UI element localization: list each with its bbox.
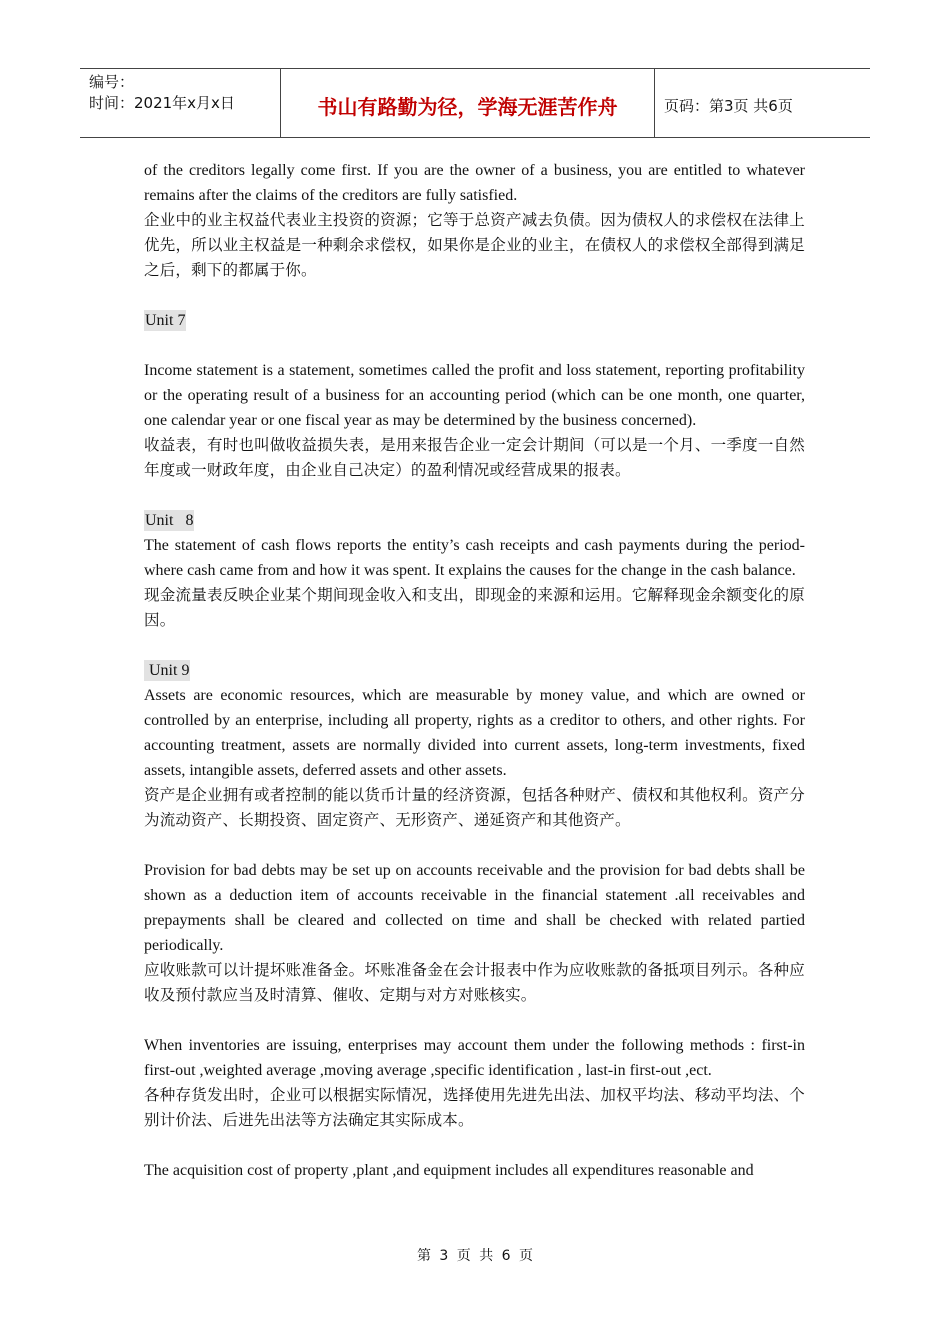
footer-gong: 共 bbox=[479, 1248, 494, 1264]
page-footer bbox=[0, 1245, 950, 1265]
paragraph-acquisition-en: The acquisition cost of property ,plant ,and equipment includes all expenditures reasonable and bbox=[144, 1162, 754, 1179]
footer-ye: 页 bbox=[456, 1248, 471, 1264]
unit-8-heading: Unit 8 bbox=[145, 512, 194, 529]
document-time: 时间：2021年x月x日 bbox=[89, 94, 235, 112]
footer-ye-2: 页 bbox=[519, 1248, 534, 1264]
footer-di: 第 bbox=[416, 1248, 431, 1264]
footer-current-page: 3 bbox=[439, 1248, 449, 1264]
paragraph-inventories-en: When inventories are issuing, enterprises may account them under the following methods : first-in first-out ,weighted average ,moving average ,specific identification , last-in first-out ,ect. bbox=[144, 1037, 805, 1079]
header-meta bbox=[80, 69, 281, 137]
paragraph-intro-zh: 企业中的业主权益代表业主投资的资源；它等于总资产减去负债。因为债权人的求偿权在法律上优先，所以业主权益是一种剩余求偿权，如果你是企业的业主，在债权人的求偿权全部得到满足之后，剩下的都属于你。 bbox=[144, 211, 805, 279]
paragraph-intro-en: of the creditors legally come first. If you are the owner of a business, you are entitled to whatever remains after the claims of the creditors are fully satisfied. bbox=[144, 162, 805, 204]
paragraph-unit8-en: The statement of cash flows reports the entity’s cash receipts and cash payments during the period-where cash came from and how it was spent. It explains the causes for the change in the cash balance. bbox=[144, 537, 805, 579]
paragraph-unit9-en: Assets are economic resources, which are measurable by money value, and which are owned or controlled by an enterprise, including all property, rights as a creditor to others, and other rights. For accounting treatment, assets are normally divided into current assets, long-term investments, fixed assets, intangible assets, deferred assets and other assets. bbox=[144, 687, 805, 779]
paragraph-unit9-zh: 资产是企业拥有或者控制的能以货币计量的经济资源，包括各种财产、债权和其他权利。资产分为流动资产、长期投资、固定资产、无形资产、递延资产和其他资产。 bbox=[144, 786, 805, 829]
page-header bbox=[80, 68, 870, 138]
paragraph-inventories-zh: 各种存货发出时，企业可以根据实际情况，选择使用先进先出法、加权平均法、移动平均法、个别计价法、后进先出法等方法确定其实际成本。 bbox=[144, 1086, 805, 1129]
header-motto: 书山有路勤为径，学海无涯苦作舟 bbox=[281, 69, 655, 137]
document-number-label: 编号： bbox=[89, 73, 135, 91]
unit-7-heading: Unit 7 bbox=[145, 312, 186, 329]
footer-total-pages: 6 bbox=[501, 1248, 511, 1264]
paragraph-unit7-zh: 收益表，有时也叫做收益损失表，是用来报告企业一定会计期间（可以是一个月、一季度一自然年度或一财政年度，由企业自己决定）的盈利情况或经营成果的报表。 bbox=[144, 436, 805, 479]
paragraph-unit7-en: Income statement is a statement, sometimes called the profit and loss statement, reporting profitability or the operating result of a business for an accounting period (which can be one month, one quarter, one calendar year or one fiscal year as may be determined by the business concerned). bbox=[144, 362, 805, 429]
paragraph-bad-debts-en: Provision for bad debts may be set up on accounts receivable and the provision for bad debts shall be shown as a deduction item of accounts receivable in the financial statement .all receivables and prepayments shall be cleared and collected on time and shall be checked with related partied periodically. bbox=[144, 862, 805, 954]
unit-9-heading: Unit 9 bbox=[145, 662, 190, 679]
paragraph-bad-debts-zh: 应收账款可以计提坏账准备金。坏账准备金在会计报表中作为应收账款的备抵项目列示。各种应收及预付款应当及时清算、催收、定期与对方对账核实。 bbox=[144, 961, 805, 1004]
document-body bbox=[144, 158, 805, 1183]
header-page-info: 页码：第3页 共6页 bbox=[664, 96, 793, 115]
paragraph-unit8-zh: 现金流量表反映企业某个期间现金收入和支出，即现金的来源和运用。它解释现金余额变化的原因。 bbox=[144, 586, 805, 629]
